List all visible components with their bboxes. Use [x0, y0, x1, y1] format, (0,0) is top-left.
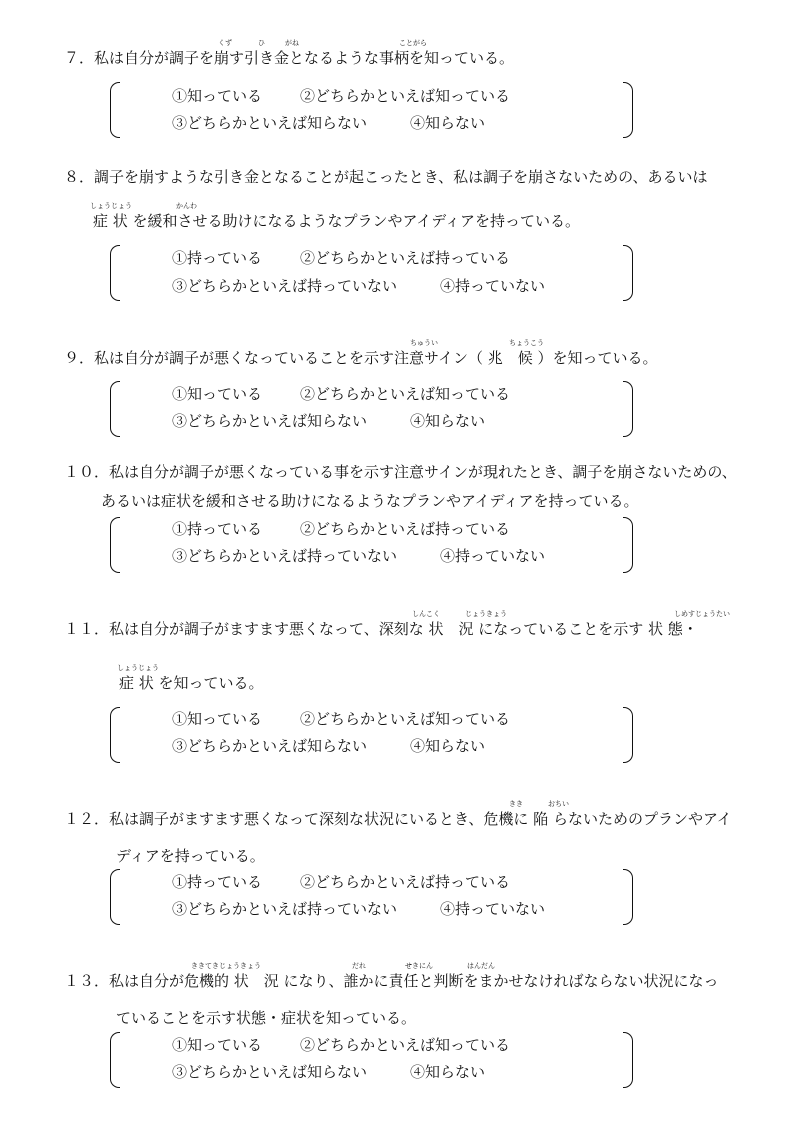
q7-option-2[interactable]: ②どちらかといえば知っている	[300, 87, 511, 105]
question-13-text-line1: １３．私は自分が危機的 状 況 になり、誰かに責任と判断をまかせなければならない状況になっ	[64, 972, 719, 990]
q10-option-1[interactable]: ①持っている	[172, 520, 263, 538]
q7-option-4[interactable]: ④知らない	[410, 114, 486, 132]
q8-option-4[interactable]: ④持っていない	[440, 277, 546, 295]
answer-bracket-right	[623, 82, 633, 138]
question-7-text: ７．私は自分が調子を崩す引き金となるような事柄を知っている。	[64, 49, 515, 67]
ruby-q7-gane: がね	[285, 39, 299, 47]
q10-option-2[interactable]: ②どちらかといえば持っている	[300, 520, 511, 538]
answer-bracket-left	[110, 82, 120, 138]
question-12-text-line2: ディアを持っている。	[116, 847, 265, 865]
ruby-q13-dare: だれ	[352, 962, 366, 970]
answer-bracket-left	[110, 245, 120, 301]
q12-option-3[interactable]: ③どちらかといえば持っていない	[172, 900, 398, 918]
answer-bracket-left	[110, 869, 120, 925]
answer-bracket-right	[623, 517, 633, 573]
question-8-text-line2: 症 状 を緩和させる助けになるようなプランやアイディアを持っている。	[93, 212, 580, 230]
answer-bracket-right	[623, 381, 633, 437]
q12-option-1[interactable]: ①持っている	[172, 873, 263, 891]
answer-bracket-left	[110, 707, 120, 763]
q7-option-3[interactable]: ③どちらかといえば知らない	[172, 114, 368, 132]
q13-option-3[interactable]: ③どちらかといえば知らない	[172, 1063, 368, 1081]
q13-option-1[interactable]: ①知っている	[172, 1036, 263, 1054]
ruby-q11-shinkoku: しんこく	[412, 610, 440, 618]
q9-option-1[interactable]: ①知っている	[172, 385, 263, 403]
ruby-q11-joukyou: じょうきょう	[465, 610, 507, 618]
question-11-text-line2: 症 状 を知っている。	[119, 674, 264, 692]
answer-bracket-left	[110, 1032, 120, 1088]
ruby-q11-shimesujoutai: しめすじょうたい	[674, 610, 730, 618]
ruby-q9-choukou: ちょうこう	[509, 339, 544, 347]
ruby-q8-kanwa: かんわ	[176, 202, 197, 210]
q9-option-2[interactable]: ②どちらかといえば知っている	[300, 385, 511, 403]
q9-option-3[interactable]: ③どちらかといえば知らない	[172, 412, 368, 430]
ruby-q11-shoujou: しょうじょう	[117, 664, 159, 672]
answer-bracket-right	[623, 707, 633, 763]
q10-option-4[interactable]: ④持っていない	[440, 547, 546, 565]
ruby-q9-chuui: ちゅうい	[410, 339, 438, 347]
question-9-text: ９．私は自分が調子が悪くなっていることを示す注意サイン（ 兆 候 ）を知っている。	[64, 349, 658, 367]
q10-option-3[interactable]: ③どちらかといえば持っていない	[172, 547, 398, 565]
question-12-text-line1: １２．私は調子がますます悪くなって深刻な状況にいるとき、危機に 陥 らないためのプランやアイ	[64, 810, 732, 828]
ruby-q7-kotogara: ことがら	[399, 39, 427, 47]
q11-option-4[interactable]: ④知らない	[410, 737, 486, 755]
answer-bracket-left	[110, 517, 120, 573]
answer-bracket-left	[110, 381, 120, 437]
q8-option-1[interactable]: ①持っている	[172, 249, 263, 267]
question-10-text-line1: １０．私は自分が調子が悪くなっている事を示す注意サインが現れたとき、調子を崩さないための、	[64, 463, 737, 481]
q13-option-2[interactable]: ②どちらかといえば知っている	[300, 1036, 511, 1054]
question-10-text-line2: あるいは症状を緩和させる助けになるようなプランやアイディアを持っている。	[101, 492, 639, 510]
ruby-q8-shoujou: しょうじょう	[90, 202, 132, 210]
answer-bracket-right	[623, 869, 633, 925]
q11-option-3[interactable]: ③どちらかといえば知らない	[172, 737, 368, 755]
ruby-q7-hi: ひ	[258, 39, 265, 47]
question-11-text-line1: １１．私は自分が調子がますます悪くなって、深刻な 状 況 になっていることを示す 状 態・	[64, 620, 698, 638]
q8-option-3[interactable]: ③どちらかといえば持っていない	[172, 277, 398, 295]
q7-option-1[interactable]: ①知っている	[172, 87, 263, 105]
q11-option-2[interactable]: ②どちらかといえば知っている	[300, 710, 511, 728]
answer-bracket-right	[623, 1032, 633, 1088]
q8-option-2[interactable]: ②どちらかといえば持っている	[300, 249, 511, 267]
ruby-q13-kikitekijoukyou: ききてきじょうきょう	[191, 962, 261, 970]
ruby-q12-ochii: おちい	[548, 800, 569, 808]
question-8-text-line1: ８．調子を崩すような引き金となることが起こったとき、私は調子を崩さないための、あるいは	[64, 168, 708, 186]
ruby-q13-sekinin: せきにん	[405, 962, 433, 970]
q9-option-4[interactable]: ④知らない	[410, 412, 486, 430]
ruby-q12-kiki: きき	[509, 800, 523, 808]
q12-option-2[interactable]: ②どちらかといえば持っている	[300, 873, 511, 891]
answer-bracket-right	[623, 245, 633, 301]
q13-option-4[interactable]: ④知らない	[410, 1063, 486, 1081]
q11-option-1[interactable]: ①知っている	[172, 710, 263, 728]
question-13-text-line2: ていることを示す状態・症状を知っている。	[116, 1009, 417, 1027]
q12-option-4[interactable]: ④持っていない	[440, 900, 546, 918]
ruby-q7-kuzu: くず	[218, 39, 232, 47]
ruby-q13-handan: はんだん	[467, 962, 495, 970]
